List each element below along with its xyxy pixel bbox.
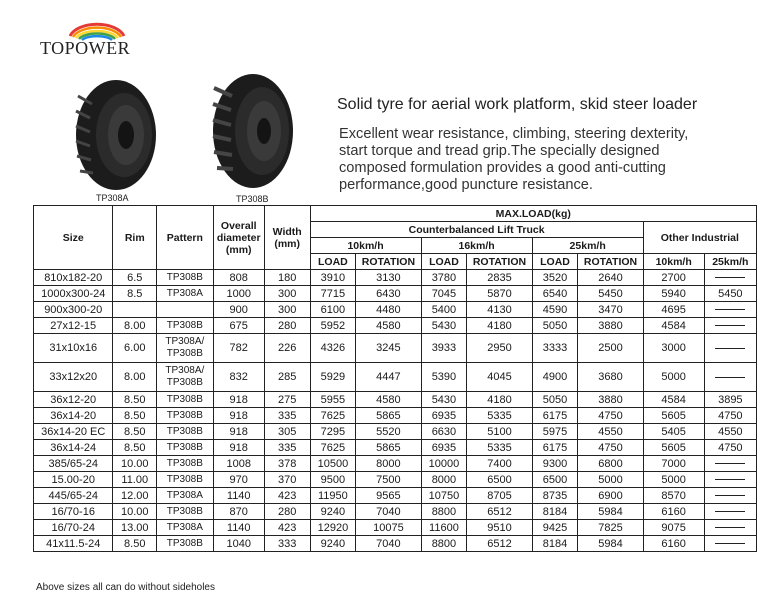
cell-rim: 8.50 bbox=[113, 424, 157, 440]
cell-rotation-16: 5870 bbox=[467, 286, 532, 302]
product-description bbox=[339, 126, 764, 194]
cell-load-16: 5400 bbox=[421, 302, 467, 318]
cell-pattern: TP308B bbox=[157, 392, 214, 408]
cell-size: 36x14-20 bbox=[34, 408, 113, 424]
cell-load-25: 9425 bbox=[532, 520, 578, 536]
header-load: LOAD bbox=[421, 254, 467, 270]
cell-rotation-25: 3470 bbox=[578, 302, 643, 318]
cell-rotation-16: 4180 bbox=[467, 318, 532, 334]
cell-load-16: 11600 bbox=[421, 520, 467, 536]
table-row bbox=[34, 392, 757, 408]
table-row bbox=[34, 270, 757, 286]
cell-load-10: 11950 bbox=[310, 488, 356, 504]
cell-pattern: TP308B bbox=[157, 408, 214, 424]
dash-mark bbox=[715, 527, 745, 528]
cell-rim: 12.00 bbox=[113, 488, 157, 504]
cell-width: 370 bbox=[264, 472, 310, 488]
cell-load-16: 8800 bbox=[421, 504, 467, 520]
cell-size: 15.00-20 bbox=[34, 472, 113, 488]
cell-load-16: 7045 bbox=[421, 286, 467, 302]
header-load: LOAD bbox=[310, 254, 356, 270]
brand-name: TOPOWER bbox=[40, 38, 131, 58]
cell-pattern: TP308B bbox=[157, 440, 214, 456]
cell-size: 27x12-15 bbox=[34, 318, 113, 334]
cell-rotation-10: 3245 bbox=[356, 334, 421, 363]
cell-rotation-10: 4480 bbox=[356, 302, 421, 318]
cell-load-25: 8735 bbox=[532, 488, 578, 504]
dash-mark bbox=[715, 479, 745, 480]
dash-mark bbox=[715, 348, 745, 349]
header-width-line: (mm) bbox=[274, 237, 300, 250]
cell-load-10: 9500 bbox=[310, 472, 356, 488]
cell-diameter: 832 bbox=[213, 363, 264, 392]
cell-load-25: 9300 bbox=[532, 456, 578, 472]
table-row bbox=[34, 424, 757, 440]
table-row bbox=[34, 504, 757, 520]
cell-rotation-25: 4750 bbox=[578, 440, 643, 456]
cell-rotation-25: 2640 bbox=[578, 270, 643, 286]
cell-pattern: TP308B bbox=[157, 504, 214, 520]
cell-load-25: 5050 bbox=[532, 318, 578, 334]
cell-load-10: 7295 bbox=[310, 424, 356, 440]
cell-diameter: 918 bbox=[213, 440, 264, 456]
product-headline: Solid tyre for aerial work platform, skid steer loader bbox=[337, 96, 698, 113]
cell-rim: 8.50 bbox=[113, 392, 157, 408]
cell-width: 285 bbox=[264, 363, 310, 392]
cell-load-10: 12920 bbox=[310, 520, 356, 536]
header-width-line: Width bbox=[272, 225, 302, 238]
cell-load-16: 8800 bbox=[421, 536, 467, 552]
cell-rotation-25: 6900 bbox=[578, 488, 643, 504]
cell-load-16: 10000 bbox=[421, 456, 467, 472]
cell-other-25 bbox=[704, 363, 756, 392]
table-row bbox=[34, 334, 757, 363]
table-row bbox=[34, 302, 757, 318]
cell-width: 300 bbox=[264, 286, 310, 302]
cell-rotation-16: 6512 bbox=[467, 504, 532, 520]
cell-diameter: 1140 bbox=[213, 520, 264, 536]
cell-rotation-10: 7500 bbox=[356, 472, 421, 488]
cell-rotation-10: 4447 bbox=[356, 363, 421, 392]
cell-size: 36x14-20 EC bbox=[34, 424, 113, 440]
cell-rotation-10: 9565 bbox=[356, 488, 421, 504]
header-rotation: ROTATION bbox=[356, 254, 421, 270]
cell-size: 33x12x20 bbox=[34, 363, 113, 392]
cell-width: 180 bbox=[264, 270, 310, 286]
header-speed-10: 10km/h bbox=[310, 238, 421, 254]
cell-pattern: TP308A/ TP308B bbox=[157, 363, 214, 392]
cell-rim: 6.5 bbox=[113, 270, 157, 286]
cell-other-25 bbox=[704, 536, 756, 552]
cell-rotation-25: 3880 bbox=[578, 392, 643, 408]
cell-other-25 bbox=[704, 302, 756, 318]
cell-rotation-25: 6800 bbox=[578, 456, 643, 472]
cell-load-16: 10750 bbox=[421, 488, 467, 504]
dash-mark bbox=[715, 325, 745, 326]
cell-other-25: 5450 bbox=[704, 286, 756, 302]
header-width bbox=[264, 206, 310, 270]
tire-tp308b-label: TP308B bbox=[236, 194, 269, 204]
cell-other-10: 4584 bbox=[643, 392, 704, 408]
header-rotation: ROTATION bbox=[578, 254, 643, 270]
cell-rotation-10: 8000 bbox=[356, 456, 421, 472]
header-max-load: MAX.LOAD(kg) bbox=[310, 206, 756, 222]
cell-rotation-25: 4750 bbox=[578, 408, 643, 424]
header-other-industrial: Other Industrial bbox=[643, 222, 756, 254]
cell-rotation-16: 4180 bbox=[467, 392, 532, 408]
cell-rotation-25: 4550 bbox=[578, 424, 643, 440]
dash-mark bbox=[715, 463, 745, 464]
cell-other-10: 8570 bbox=[643, 488, 704, 504]
cell-diameter: 675 bbox=[213, 318, 264, 334]
cell-width: 378 bbox=[264, 456, 310, 472]
cell-rotation-16: 6500 bbox=[467, 472, 532, 488]
cell-width: 226 bbox=[264, 334, 310, 363]
cell-load-25: 4900 bbox=[532, 363, 578, 392]
tire-tp308a-label: TP308A bbox=[96, 193, 129, 203]
cell-other-25 bbox=[704, 472, 756, 488]
cell-load-25: 6540 bbox=[532, 286, 578, 302]
cell-pattern: TP308B bbox=[157, 318, 214, 334]
cell-load-25: 6175 bbox=[532, 408, 578, 424]
cell-load-25: 6500 bbox=[532, 472, 578, 488]
header-load: LOAD bbox=[532, 254, 578, 270]
cell-load-10: 5929 bbox=[310, 363, 356, 392]
table-row bbox=[34, 286, 757, 302]
cell-load-25: 8184 bbox=[532, 504, 578, 520]
header-size: Size bbox=[34, 206, 113, 270]
cell-diameter: 918 bbox=[213, 408, 264, 424]
spec-table bbox=[33, 205, 757, 552]
cell-size: 41x11.5-24 bbox=[34, 536, 113, 552]
cell-rim bbox=[113, 302, 157, 318]
cell-other-25 bbox=[704, 318, 756, 334]
table-row bbox=[34, 488, 757, 504]
spec-table-body bbox=[34, 270, 757, 552]
cell-diameter: 870 bbox=[213, 504, 264, 520]
cell-other-25 bbox=[704, 488, 756, 504]
cell-width: 335 bbox=[264, 408, 310, 424]
table-row bbox=[34, 440, 757, 456]
cell-size: 445/65-24 bbox=[34, 488, 113, 504]
cell-rim: 10.00 bbox=[113, 456, 157, 472]
table-row bbox=[34, 472, 757, 488]
cell-load-16: 6935 bbox=[421, 440, 467, 456]
cell-rim: 8.50 bbox=[113, 440, 157, 456]
cell-rotation-10: 10075 bbox=[356, 520, 421, 536]
cell-load-10: 7715 bbox=[310, 286, 356, 302]
dash-mark bbox=[715, 495, 745, 496]
cell-load-16: 6935 bbox=[421, 408, 467, 424]
cell-other-25 bbox=[704, 270, 756, 286]
description-line: performance,good puncture resistance. bbox=[339, 177, 593, 193]
cell-rotation-10: 5865 bbox=[356, 408, 421, 424]
cell-width: 423 bbox=[264, 488, 310, 504]
cell-rim: 8.5 bbox=[113, 286, 157, 302]
cell-other-10: 3000 bbox=[643, 334, 704, 363]
dash-mark bbox=[715, 277, 745, 278]
cell-size: 31x10x16 bbox=[34, 334, 113, 363]
cell-pattern bbox=[157, 302, 214, 318]
cell-load-10: 5955 bbox=[310, 392, 356, 408]
header-speed-25: 25km/h bbox=[532, 238, 643, 254]
cell-rotation-25: 2500 bbox=[578, 334, 643, 363]
cell-other-25: 4750 bbox=[704, 408, 756, 424]
cell-diameter: 1140 bbox=[213, 488, 264, 504]
cell-rotation-10: 5520 bbox=[356, 424, 421, 440]
header-diameter-line: diameter bbox=[216, 231, 261, 244]
cell-rim: 13.00 bbox=[113, 520, 157, 536]
cell-diameter: 970 bbox=[213, 472, 264, 488]
cell-rotation-16: 6512 bbox=[467, 536, 532, 552]
cell-size: 900x300-20 bbox=[34, 302, 113, 318]
cell-rotation-25: 5450 bbox=[578, 286, 643, 302]
cell-width: 333 bbox=[264, 536, 310, 552]
cell-rotation-16: 4130 bbox=[467, 302, 532, 318]
cell-other-10: 6160 bbox=[643, 536, 704, 552]
cell-load-16: 5430 bbox=[421, 318, 467, 334]
cell-other-25: 4750 bbox=[704, 440, 756, 456]
cell-load-16: 3780 bbox=[421, 270, 467, 286]
cell-other-10: 6160 bbox=[643, 504, 704, 520]
cell-load-10: 3910 bbox=[310, 270, 356, 286]
cell-other-10: 5000 bbox=[643, 363, 704, 392]
cell-other-10: 5940 bbox=[643, 286, 704, 302]
header-pattern: Pattern bbox=[157, 206, 214, 270]
header-diameter-line: (mm) bbox=[225, 243, 252, 256]
description-line: composed formulation provides a good anti-cutting bbox=[339, 160, 666, 176]
cell-other-25 bbox=[704, 334, 756, 363]
cell-diameter: 918 bbox=[213, 392, 264, 408]
cell-rotation-25: 3880 bbox=[578, 318, 643, 334]
cell-pattern: TP308A bbox=[157, 520, 214, 536]
cell-other-10: 5000 bbox=[643, 472, 704, 488]
cell-pattern: TP308A/ TP308B bbox=[157, 334, 214, 363]
table-row bbox=[34, 408, 757, 424]
cell-rotation-10: 4580 bbox=[356, 318, 421, 334]
footer-note: Above sizes all can do without sideholes bbox=[36, 582, 215, 593]
cell-rotation-16: 9510 bbox=[467, 520, 532, 536]
cell-other-10: 5605 bbox=[643, 440, 704, 456]
cell-diameter: 808 bbox=[213, 270, 264, 286]
cell-rotation-16: 5100 bbox=[467, 424, 532, 440]
cell-rim: 8.00 bbox=[113, 318, 157, 334]
cell-load-16: 5390 bbox=[421, 363, 467, 392]
cell-diameter: 918 bbox=[213, 424, 264, 440]
header-diameter bbox=[213, 206, 264, 270]
cell-other-10: 2700 bbox=[643, 270, 704, 286]
cell-other-25 bbox=[704, 520, 756, 536]
cell-rotation-25: 5984 bbox=[578, 504, 643, 520]
cell-other-10: 9075 bbox=[643, 520, 704, 536]
description-line: Excellent wear resistance, climbing, steering dexterity, bbox=[339, 126, 689, 142]
cell-diameter: 900 bbox=[213, 302, 264, 318]
cell-pattern: TP308B bbox=[157, 536, 214, 552]
cell-load-25: 3520 bbox=[532, 270, 578, 286]
cell-size: 36x12-20 bbox=[34, 392, 113, 408]
cell-load-16: 3933 bbox=[421, 334, 467, 363]
dash-mark bbox=[715, 377, 745, 378]
cell-other-10: 5405 bbox=[643, 424, 704, 440]
cell-load-10: 9240 bbox=[310, 536, 356, 552]
cell-rotation-10: 7040 bbox=[356, 504, 421, 520]
cell-load-25: 4590 bbox=[532, 302, 578, 318]
cell-pattern: TP308B bbox=[157, 270, 214, 286]
cell-rim: 11.00 bbox=[113, 472, 157, 488]
dash-mark bbox=[715, 511, 745, 512]
cell-width: 300 bbox=[264, 302, 310, 318]
cell-load-10: 4326 bbox=[310, 334, 356, 363]
cell-width: 280 bbox=[264, 318, 310, 334]
cell-diameter: 1000 bbox=[213, 286, 264, 302]
cell-load-16: 8000 bbox=[421, 472, 467, 488]
cell-load-10: 7625 bbox=[310, 440, 356, 456]
cell-width: 275 bbox=[264, 392, 310, 408]
cell-load-25: 6175 bbox=[532, 440, 578, 456]
table-row bbox=[34, 456, 757, 472]
cell-load-16: 5430 bbox=[421, 392, 467, 408]
cell-pattern: TP308B bbox=[157, 456, 214, 472]
cell-rim: 8.50 bbox=[113, 408, 157, 424]
tire-tp308a-image bbox=[72, 76, 160, 194]
cell-diameter: 782 bbox=[213, 334, 264, 363]
cell-rim: 8.00 bbox=[113, 363, 157, 392]
table-row bbox=[34, 363, 757, 392]
cell-width: 423 bbox=[264, 520, 310, 536]
cell-size: 36x14-24 bbox=[34, 440, 113, 456]
cell-rotation-10: 4580 bbox=[356, 392, 421, 408]
header-other-25: 25km/h bbox=[704, 254, 756, 270]
cell-pattern: TP308A bbox=[157, 286, 214, 302]
cell-pattern: TP308B bbox=[157, 424, 214, 440]
cell-rotation-10: 6430 bbox=[356, 286, 421, 302]
cell-size: 1000x300-24 bbox=[34, 286, 113, 302]
cell-pattern: TP308B bbox=[157, 472, 214, 488]
cell-load-10: 7625 bbox=[310, 408, 356, 424]
cell-other-10: 7000 bbox=[643, 456, 704, 472]
cell-other-10: 4695 bbox=[643, 302, 704, 318]
table-row bbox=[34, 318, 757, 334]
cell-rotation-16: 8705 bbox=[467, 488, 532, 504]
cell-load-25: 3333 bbox=[532, 334, 578, 363]
cell-rotation-16: 2835 bbox=[467, 270, 532, 286]
cell-other-25 bbox=[704, 504, 756, 520]
cell-rotation-25: 3680 bbox=[578, 363, 643, 392]
cell-load-25: 5975 bbox=[532, 424, 578, 440]
cell-load-10: 9240 bbox=[310, 504, 356, 520]
cell-load-10: 6100 bbox=[310, 302, 356, 318]
cell-rotation-16: 2950 bbox=[467, 334, 532, 363]
cell-size: 810x182-20 bbox=[34, 270, 113, 286]
cell-other-10: 5605 bbox=[643, 408, 704, 424]
cell-rim: 10.00 bbox=[113, 504, 157, 520]
cell-other-25: 4550 bbox=[704, 424, 756, 440]
header-rotation: ROTATION bbox=[467, 254, 532, 270]
cell-other-25 bbox=[704, 456, 756, 472]
cell-size: 16/70-16 bbox=[34, 504, 113, 520]
cell-rotation-16: 4045 bbox=[467, 363, 532, 392]
cell-width: 305 bbox=[264, 424, 310, 440]
cell-size: 16/70-24 bbox=[34, 520, 113, 536]
header-other-10: 10km/h bbox=[643, 254, 704, 270]
table-row bbox=[34, 520, 757, 536]
cell-rotation-10: 3130 bbox=[356, 270, 421, 286]
cell-rotation-10: 7040 bbox=[356, 536, 421, 552]
header-diameter-line: Overall bbox=[220, 219, 257, 232]
cell-pattern: TP308A bbox=[157, 488, 214, 504]
cell-rotation-10: 5865 bbox=[356, 440, 421, 456]
cell-rotation-25: 5000 bbox=[578, 472, 643, 488]
cell-rim: 8.50 bbox=[113, 536, 157, 552]
cell-width: 335 bbox=[264, 440, 310, 456]
cell-other-10: 4584 bbox=[643, 318, 704, 334]
description-line: start torque and tread grip.The specially designed bbox=[339, 143, 660, 159]
cell-rotation-16: 5335 bbox=[467, 408, 532, 424]
cell-diameter: 1040 bbox=[213, 536, 264, 552]
cell-load-10: 5952 bbox=[310, 318, 356, 334]
cell-rotation-16: 7400 bbox=[467, 456, 532, 472]
cell-width: 280 bbox=[264, 504, 310, 520]
header-speed-16: 16km/h bbox=[421, 238, 532, 254]
cell-load-25: 5050 bbox=[532, 392, 578, 408]
cell-rotation-16: 5335 bbox=[467, 440, 532, 456]
cell-load-25: 8184 bbox=[532, 536, 578, 552]
cell-load-10: 10500 bbox=[310, 456, 356, 472]
cell-other-25: 3895 bbox=[704, 392, 756, 408]
cell-diameter: 1008 bbox=[213, 456, 264, 472]
header-lift-truck: Counterbalanced Lift Truck bbox=[310, 222, 643, 238]
cell-rim: 6.00 bbox=[113, 334, 157, 363]
cell-rotation-25: 5984 bbox=[578, 536, 643, 552]
cell-size: 385/65-24 bbox=[34, 456, 113, 472]
cell-load-16: 6630 bbox=[421, 424, 467, 440]
cell-rotation-25: 7825 bbox=[578, 520, 643, 536]
header-rim: Rim bbox=[113, 206, 157, 270]
dash-mark bbox=[715, 309, 745, 310]
table-row bbox=[34, 536, 757, 552]
dash-mark bbox=[715, 543, 745, 544]
tire-tp308b-image bbox=[210, 70, 296, 192]
